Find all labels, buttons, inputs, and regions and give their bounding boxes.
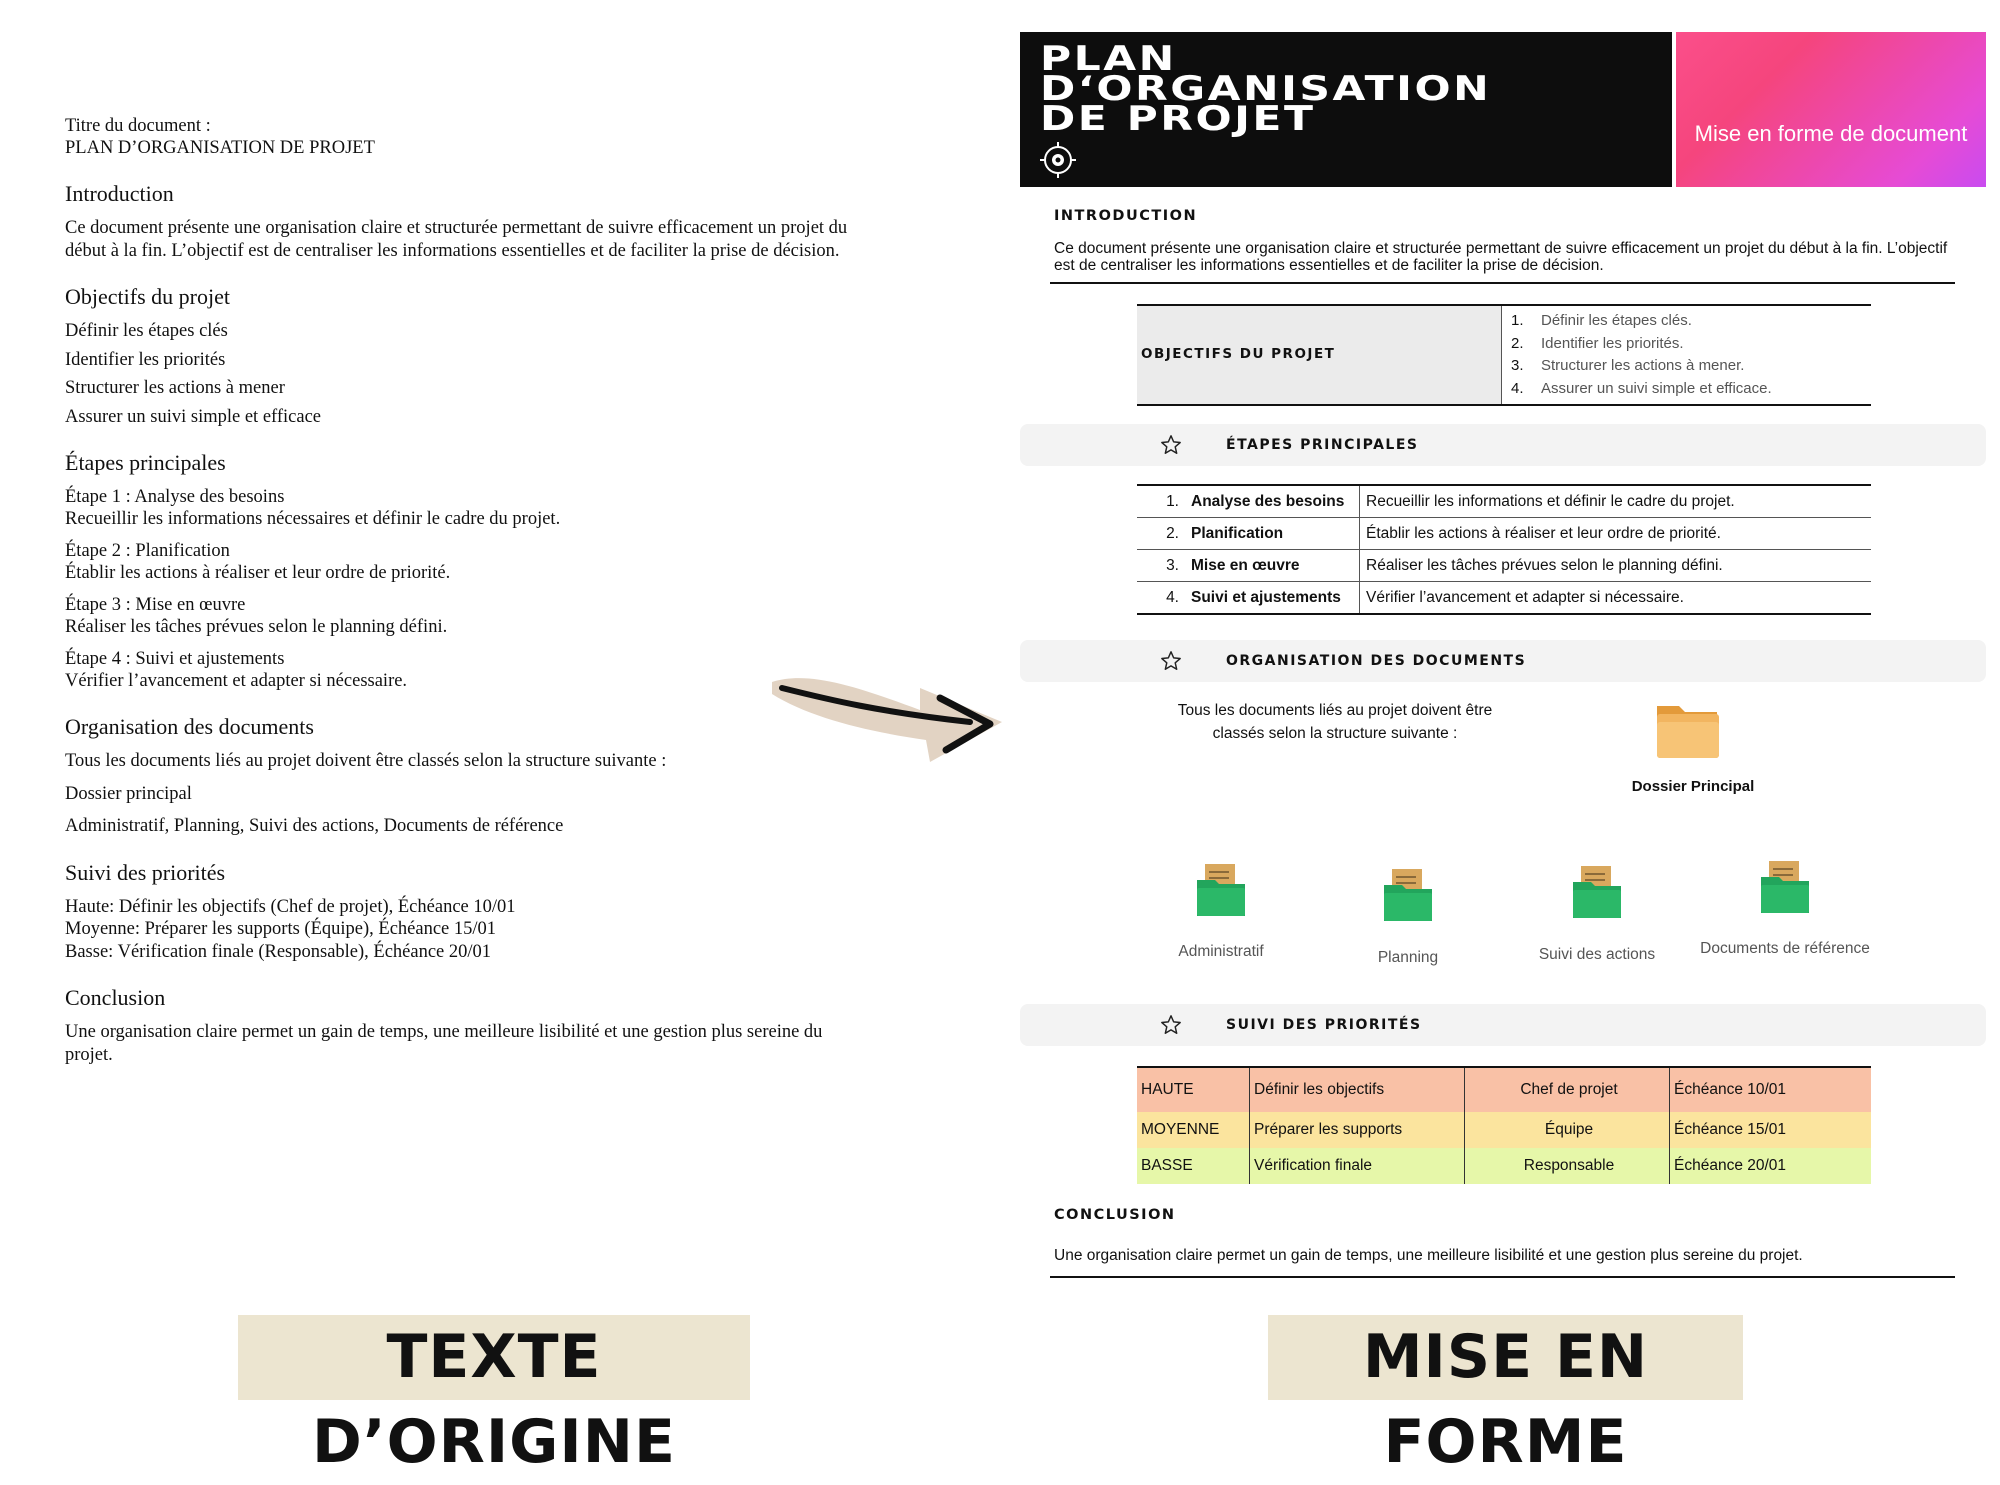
step-name: Analyse des besoins [1187, 485, 1360, 518]
conclusion-heading: CONCLUSION [1054, 1207, 1176, 1223]
original-step-desc: Recueillir les informations nécessaires et définir le cadre du projet. [65, 509, 561, 529]
original-title-label: Titre du document : [65, 116, 211, 136]
documents-section-header [1020, 640, 1986, 682]
documents-text: Tous les documents liés au projet doivent être classés selon la structure suivante : [1177, 702, 1493, 742]
table-row [1137, 485, 1871, 518]
objective-text: Identifier les priorités. [1541, 334, 1684, 352]
priority-task: Définir les objectifs [1250, 1067, 1465, 1112]
objective-item [1511, 355, 1772, 378]
step-desc: Recueillir les informations et définir le cadre du projet. [1360, 485, 1872, 518]
objective-text: Définir les étapes clés. [1541, 312, 1692, 329]
objective-text: Assurer un suivi simple et efficace. [1541, 379, 1772, 397]
table-row [1137, 550, 1871, 582]
original-documents [65, 714, 865, 838]
banner-subtitle: Mise en forme de document [1694, 121, 1968, 146]
original-title-block [65, 115, 865, 159]
star-icon [1160, 434, 1182, 456]
original-docs-heading: Organisation des documents [65, 714, 314, 739]
step-name: Planification [1187, 518, 1360, 550]
caption-original: TEXTE D’ORIGINE [238, 1315, 750, 1400]
document-banner [1020, 32, 1986, 187]
original-step-desc: Établir les actions à réaliser et leur ordre de priorité. [65, 563, 451, 583]
objective-number: 1. [1511, 312, 1524, 329]
original-intro-text: Ce document présente une organisation claire et structurée permettant de suivre efficacement un projet du début à la fin. L’objectif est de centraliser les informations essentielles et de faciliter la prise de décision. [65, 218, 848, 261]
priority-due: Échéance 10/01 [1670, 1067, 1872, 1112]
priorities-section-header [1020, 1004, 1986, 1046]
steps-section-header [1020, 424, 1986, 466]
folder-label: Documents de référence [1700, 940, 1870, 957]
original-concl-heading: Conclusion [65, 985, 166, 1010]
folder-label: Suivi des actions [1538, 946, 1656, 963]
table-row [1137, 518, 1871, 550]
priorities-table [1137, 1066, 1871, 1184]
original-priorities [65, 860, 865, 964]
original-objective-item: Identifier les priorités [65, 349, 226, 370]
folder-label: Planning [1377, 949, 1439, 966]
step-number: 4. [1166, 588, 1179, 606]
banner-title-panel [1020, 32, 1672, 187]
original-prio-line: Moyenne: Préparer les supports (Équipe), Échéance 15/01 [65, 919, 497, 939]
objective-item [1511, 310, 1772, 333]
original-step-title: Étape 3 : Mise en œuvre [65, 595, 246, 615]
banner-title-line: DE PROJET [1040, 99, 1316, 139]
original-step-title: Étape 4 : Suivi et ajustements [65, 649, 285, 669]
objective-text: Structurer les actions à mener. [1541, 357, 1745, 374]
original-step [65, 648, 865, 692]
original-objective-item: Assurer un suivi simple et efficace [65, 406, 322, 427]
table-row [1137, 1112, 1871, 1148]
priority-level: BASSE [1137, 1148, 1250, 1184]
original-docs-main: Dossier principal [65, 783, 192, 804]
original-step-desc: Vérifier l’avancement et adapter si nécessaire. [65, 671, 408, 691]
original-prio-line: Basse: Vérification finale (Responsable), Échéance 20/01 [65, 941, 492, 962]
priority-task: Préparer les supports [1250, 1112, 1465, 1148]
original-step [65, 540, 865, 584]
steps-heading: ÉTAPES PRINCIPALES [1226, 437, 1419, 453]
documents-heading: ORGANISATION DES DOCUMENTS [1226, 653, 1527, 669]
banner-gradient-panel [1676, 32, 1986, 187]
banner-title-line: PLAN [1040, 39, 1177, 79]
objectives-box [1137, 304, 1871, 406]
original-step-title: Étape 1 : Analyse des besoins [65, 487, 285, 507]
document-folder-icon [1382, 867, 1434, 925]
original-docs-text: Tous les documents liés au projet doivent être classés selon la structure suivante : [65, 751, 667, 771]
folder-icon [1653, 700, 1723, 762]
objective-number: 2. [1511, 334, 1524, 352]
objective-number: 3. [1511, 357, 1524, 374]
priority-due: Échéance 20/01 [1670, 1148, 1872, 1184]
step-name: Mise en œuvre [1187, 550, 1360, 582]
objective-number: 4. [1511, 379, 1524, 397]
objectives-label-cell [1137, 306, 1502, 404]
objective-item [1511, 333, 1772, 356]
star-icon [1160, 650, 1182, 672]
table-row [1137, 1148, 1871, 1184]
divider [1050, 1276, 1955, 1278]
step-desc: Réaliser les tâches prévues selon le planning défini. [1360, 550, 1872, 582]
original-step-desc: Réaliser les tâches prévues selon le planning défini. [65, 617, 448, 637]
priorities-heading: SUIVI DES PRIORITÉS [1226, 1017, 1422, 1033]
original-concl-text: Une organisation claire permet un gain de temps, une meilleure lisibilité et une gestion plus sereine du projet. [65, 1022, 823, 1065]
intro-heading: INTRODUCTION [1054, 208, 1198, 224]
objectives-list [1511, 310, 1772, 400]
main-folder-label: Dossier Principal [1631, 778, 1755, 795]
original-prio-line: Haute: Définir les objectifs (Chef de projet), Échéance 10/01 [65, 896, 516, 917]
arrow-icon [770, 670, 1010, 770]
star-icon [1160, 1014, 1182, 1036]
original-step [65, 486, 865, 530]
step-name: Suivi et ajustements [1187, 582, 1360, 615]
priority-owner: Équipe [1465, 1112, 1670, 1148]
original-docs-sub: Administratif, Planning, Suivi des actions, Documents de référence [65, 816, 564, 836]
step-desc: Établir les actions à réaliser et leur ordre de priorité. [1360, 518, 1872, 550]
table-row [1137, 1067, 1871, 1112]
target-logo-icon [1040, 142, 1076, 178]
document-folder-icon [1759, 859, 1811, 917]
formatted-document [1020, 32, 1986, 1292]
priority-level: MOYENNE [1137, 1112, 1250, 1148]
original-title: PLAN D’ORGANISATION DE PROJET [65, 138, 375, 158]
original-text-document [65, 115, 865, 1088]
original-objectives-heading: Objectifs du projet [65, 284, 230, 309]
intro-text: Ce document présente une organisation claire et structurée permettant de suivre efficacement un projet du début à la fin. L’objectif est de centraliser les informations essentielles et de faciliter la prise de décision. [1054, 240, 1948, 274]
original-prio-heading: Suivi des priorités [65, 859, 226, 885]
step-desc: Vérifier l’avancement et adapter si nécessaire. [1366, 588, 1684, 606]
table-row [1137, 582, 1871, 615]
banner-title [1040, 39, 1492, 139]
original-objectives [65, 284, 865, 428]
objectives-label: OBJECTIFS DU PROJET [1141, 346, 1336, 362]
priority-level: HAUTE [1137, 1067, 1250, 1112]
priority-task: Vérification finale [1250, 1148, 1465, 1184]
steps-table [1137, 484, 1871, 615]
original-step-title: Étape 2 : Planification [65, 541, 230, 561]
step-number: 1. [1137, 485, 1187, 518]
banner-title-line: D‘ORGANISATION [1040, 69, 1492, 109]
original-introduction [65, 181, 865, 262]
original-conclusion [65, 985, 865, 1066]
original-objective-item: Définir les étapes clés [65, 321, 228, 341]
divider [1050, 282, 1955, 284]
priority-owner: Responsable [1465, 1148, 1670, 1184]
document-folder-icon [1571, 864, 1623, 922]
original-objective-item: Structurer les actions à mener [65, 378, 285, 398]
step-number: 2. [1137, 518, 1187, 550]
folder-label: Administratif [1178, 943, 1264, 960]
original-intro-heading: Introduction [65, 181, 174, 206]
caption-formatted: MISE EN FORME [1268, 1315, 1743, 1400]
objective-item [1511, 378, 1772, 401]
original-steps-heading: Étapes principales [65, 450, 226, 475]
step-number: 3. [1137, 550, 1187, 582]
priority-due: Échéance 15/01 [1670, 1112, 1872, 1148]
document-folder-icon [1195, 862, 1247, 920]
original-step [65, 594, 865, 638]
original-steps [65, 450, 865, 692]
conclusion-text: Une organisation claire permet un gain de temps, une meilleure lisibilité et une gestion plus sereine du projet. [1054, 1247, 1803, 1264]
priority-owner: Chef de projet [1465, 1067, 1670, 1112]
